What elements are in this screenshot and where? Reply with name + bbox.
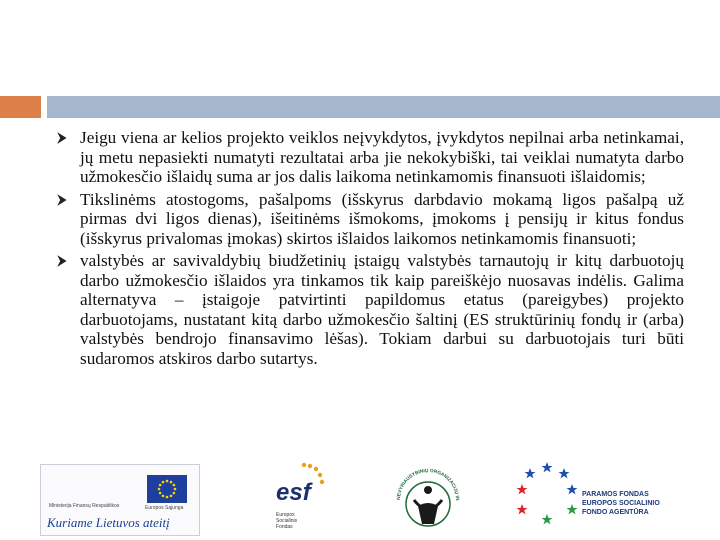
bullet-list <box>56 128 696 368</box>
fund-line: EUROPOS SOCIALINIO <box>582 500 660 507</box>
arrow-bullet-icon <box>56 190 80 206</box>
ngo-ring-text: NEVYRIAUSYBINIŲ ORGANIZACIJŲ IN <box>396 468 460 501</box>
eu-structural-funds-logo <box>40 464 200 536</box>
esf-logo <box>270 460 330 532</box>
esf-line: Europos <box>276 512 295 518</box>
fund-line: PARAMOS FONDAS <box>582 491 649 498</box>
ministry-text: Ministerija Finansų Respublikos <box>49 503 120 509</box>
bullet-item <box>56 190 696 249</box>
esf-mark: esf <box>276 479 311 506</box>
fund-agency-text <box>582 490 660 517</box>
bullet-item <box>56 251 696 368</box>
header-rule <box>47 96 720 118</box>
svg-text:NEVYRIAUSYBINIŲ ORGANIZACIJŲ I <box>388 460 460 501</box>
arrow-bullet-icon <box>56 251 80 267</box>
ngo-center-logo <box>388 460 468 534</box>
arrow-bullet-icon <box>56 128 80 144</box>
accent-bar <box>0 96 41 118</box>
esf-line: Socialinis <box>276 518 298 524</box>
bullet-item <box>56 128 696 187</box>
footer-logos <box>0 456 720 540</box>
esf-agency-logo <box>512 458 682 538</box>
bullet-text: Jeigu viena ar kelios projekto veiklos neįvykdytos, įvykdytos nepilnai arba netinkamai, jų metu nepasiekti numatyti rezultatai arba jie nekokybiški, tai veiklai numatyta darbo užmokesčio išlaidų suma ar jos dalis laikoma netinkamomis finansuoti išlaidomis; <box>80 128 684 186</box>
esf-line: Fondas <box>276 524 293 530</box>
fund-line: FONDO AGENTŪRA <box>582 509 649 516</box>
bullet-text: Tikslinėms atostogoms, pašalpoms (išskyrus darbdavio mokamą ligos pašalpą už pirmas dvi ligos dienas), išeitinėms išmokoms, įmokoms į pensijų ir kitus fondus (išskyrus privalomas įmokas) skirtos išlaidos laikomos netinkamomis finansuoti; <box>80 189 684 248</box>
eu-union-text: Europos Sąjunga <box>145 505 184 511</box>
star-circle-icon <box>512 458 582 528</box>
slogan: Kuriame Lietuvos ateitį <box>47 515 170 530</box>
bullet-text: valstybės ar savivaldybių biudžetinių įstaigų valstybės tarnautojų ir kitų darbuotojų darbo užmokesčio išlaidos yra tinkamos tik kaip pareiškėjo nuosavas indėlis. Galima alternatyva – įstaigoje patvirtinti papildomus etatus (pareigybes) projekto darbuotojams, nustatant kitą darbo užmokesčio šaltinį (ES struktūrinių fondų ir (arba) valstybės bendrojo finansavimo lėšas). Tokiam darbui su darbuotojais turi būti sudaromos atskiros darbo sutartys. <box>80 251 684 368</box>
esf-caption <box>276 512 297 530</box>
esf-mark-icon <box>270 460 330 512</box>
eu-flag-icon <box>147 475 187 503</box>
person-head-icon <box>424 486 432 494</box>
